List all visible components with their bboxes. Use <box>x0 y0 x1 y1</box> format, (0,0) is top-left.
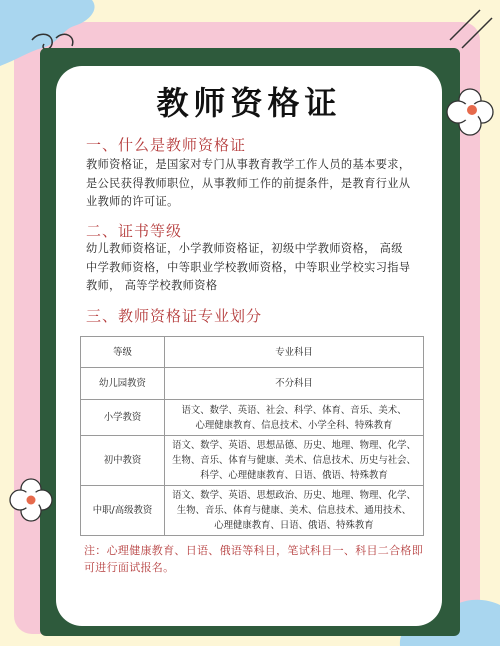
text-line: 幼儿教师资格证，小学教师资格证，初级中学教师资格， 高级 <box>86 242 403 255</box>
subject-line: 科学、心理健康教育、日语、俄语、特殊教育 <box>200 470 388 481</box>
table-row <box>81 368 424 400</box>
subjects-cell <box>165 400 424 436</box>
flower-left-decoration <box>8 476 54 524</box>
table-row <box>81 486 424 536</box>
text-line: 业教师的许可证。 <box>86 195 179 208</box>
text-line: 是公民获得教师职位，从事教师工作的前提条件，是教育行业从 <box>86 176 411 190</box>
text-line: 教师， 高等学校教师资格 <box>86 279 218 292</box>
level-cell: 幼儿园教资 <box>81 368 165 400</box>
subject-line: 生物、音乐、体育与健康、美术、信息技术、通用技术、 <box>176 505 412 516</box>
table-header-row <box>81 337 424 368</box>
subject-line: 不分科目 <box>275 378 313 389</box>
level-cell: 初中教资 <box>81 436 165 486</box>
subject-line: 心理健康教育、信息技术、小学全科、特殊教育 <box>195 419 393 431</box>
text-line: 中学教师资格，中等职业学校教师资格，中等职业学校实习指导 <box>86 260 411 274</box>
level-cell: 小学教资 <box>81 400 165 436</box>
column-header-level: 等级 <box>81 337 165 368</box>
table-row <box>81 400 424 436</box>
footnote <box>84 542 424 576</box>
subject-table <box>80 336 424 536</box>
level-cell: 中职/高级教资 <box>81 486 165 536</box>
subjects-cell <box>165 436 424 486</box>
subject-line: 生物、音乐、体育与健康、美术、信息技术、历史与社会、 <box>172 455 416 466</box>
subject-line: 心理健康教育、日语、俄语、特殊教育 <box>214 520 374 531</box>
column-header-subjects: 专业科目 <box>165 337 424 368</box>
section-body-what-is <box>86 156 426 212</box>
subjects-cell <box>165 486 424 536</box>
subject-line: 语文、数学、英语、社会、科学、体育、音乐、美术、 <box>181 404 407 416</box>
section-body-levels <box>86 240 426 296</box>
subjects-cell <box>165 368 424 400</box>
footnote-line: 注：心理健康教育、日语、俄语等科目，笔试科目一、科目二合格即 <box>84 544 423 557</box>
page-title: 教师资格证 <box>156 84 342 122</box>
subject-line: 语文、数学、英语、思想品德、历史、地理、物理、化学、 <box>172 440 416 451</box>
section-heading-subjects: 三、教师资格证专业划分 <box>86 307 263 325</box>
footnote-line: 可进行面试报名。 <box>84 561 175 574</box>
flower-top-right-decoration <box>446 86 494 136</box>
section-heading-levels: 二、证书等级 <box>86 222 183 240</box>
text-line: 教师资格证，是国家对专门从事教育教学工作人员的基本要求， <box>86 158 411 171</box>
table-row <box>81 436 424 486</box>
subject-line: 语文、数学、英语、思想政治、历史、地理、物理、化学、 <box>172 490 416 501</box>
section-heading-what-is: 一、什么是教师资格证 <box>86 136 247 154</box>
